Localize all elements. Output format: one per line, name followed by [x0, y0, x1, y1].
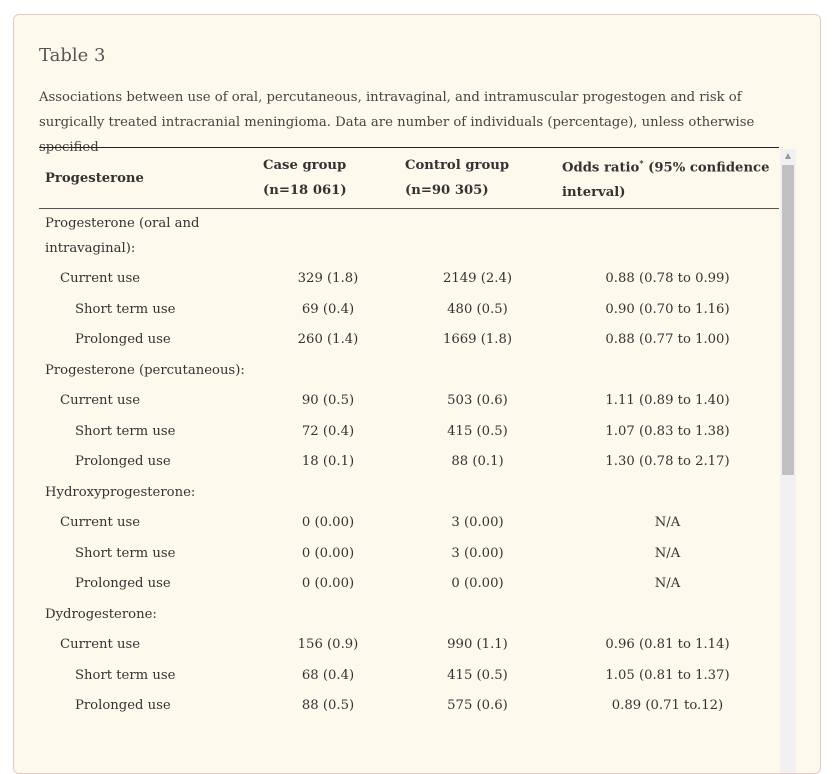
- header-odds-ratio-label: Odds ratio: [562, 160, 640, 176]
- case-value: 72 (0.4): [301, 423, 355, 439]
- data-table: [39, 147, 779, 722]
- case-value: 0 (0.00): [301, 576, 355, 592]
- case-value: 156 (0.9): [297, 637, 359, 653]
- odds-ratio-value: [556, 478, 779, 509]
- control-value: 2149 (2.4): [442, 271, 512, 287]
- row-label: Hydroxyprogesterone:: [45, 484, 196, 500]
- table-row: [39, 447, 779, 478]
- row-label: Current use: [60, 393, 141, 409]
- row-label: Prolonged use: [75, 576, 171, 592]
- row-label: Progesterone (percutaneous):: [45, 362, 245, 378]
- case-value: [257, 209, 399, 265]
- footnote-marker[interactable]: *: [639, 158, 644, 168]
- odds-ratio-value: N/A: [654, 576, 681, 592]
- odds-ratio-value: [556, 356, 779, 387]
- case-value: 69 (0.4): [301, 301, 355, 317]
- header-case-group: Case group (n=18 061): [257, 148, 399, 209]
- odds-ratio-value: [556, 600, 779, 631]
- table-row: [39, 539, 779, 570]
- odds-ratio-value: 1.30 (0.78 to 2.17): [605, 454, 730, 470]
- odds-ratio-value: 1.07 (0.83 to 1.38): [605, 423, 730, 439]
- table-row: [39, 356, 779, 387]
- table-row: [39, 569, 779, 600]
- header-odds-ratio: [556, 148, 779, 209]
- table-row: [39, 264, 779, 295]
- odds-ratio-value: 0.88 (0.77 to 1.00): [605, 332, 730, 348]
- table-panel: [13, 14, 821, 774]
- case-value: [257, 478, 399, 509]
- table-row: [39, 209, 779, 265]
- case-value: 0 (0.00): [301, 515, 355, 531]
- control-value: 415 (0.5): [447, 423, 508, 439]
- table-row: [39, 325, 779, 356]
- table-row: [39, 417, 779, 448]
- odds-ratio-value: 1.05 (0.81 to 1.37): [605, 667, 730, 683]
- control-value: 575 (0.6): [447, 698, 508, 714]
- control-value: [399, 209, 556, 265]
- control-value: 3 (0.00): [451, 515, 504, 531]
- row-label: Prolonged use: [75, 454, 171, 470]
- table-scroll-area[interactable]: [39, 147, 779, 774]
- row-label: Current use: [60, 637, 141, 653]
- row-label: Short term use: [75, 301, 176, 317]
- table-row: [39, 691, 779, 722]
- vertical-scrollbar[interactable]: [780, 149, 796, 774]
- case-value: 18 (0.1): [301, 454, 355, 470]
- case-value: 88 (0.5): [301, 698, 355, 714]
- case-value: [257, 600, 399, 631]
- row-label: Current use: [60, 515, 141, 531]
- control-value: 0 (0.00): [451, 576, 504, 592]
- row-label: Prolonged use: [75, 332, 171, 348]
- control-value: [399, 478, 556, 509]
- control-value: [399, 600, 556, 631]
- odds-ratio-value: 0.88 (0.78 to 0.99): [605, 271, 730, 287]
- case-value: 329 (1.8): [297, 271, 359, 287]
- control-value: 480 (0.5): [447, 301, 508, 317]
- row-label: Progesterone (oral and intravaginal):: [45, 216, 200, 256]
- row-label: Short term use: [75, 545, 176, 561]
- row-label: Dydrogesterone:: [45, 606, 157, 622]
- odds-ratio-value: 0.89 (0.71 to.12): [611, 698, 724, 714]
- control-value: [399, 356, 556, 387]
- case-value: [257, 356, 399, 387]
- table-row: [39, 600, 779, 631]
- scrollbar-thumb[interactable]: [782, 165, 794, 475]
- table-caption: Associations between use of oral, percutaneous, intravaginal, and intramuscular progestogen and risk of surgically treated intracranial meningioma. Data are number of individuals (percentage), unless otherwise specified: [39, 90, 755, 155]
- table-title: Table 3: [39, 45, 106, 66]
- header-progesterone: Progesterone: [39, 148, 257, 209]
- case-value: 68 (0.4): [301, 667, 355, 683]
- odds-ratio-value: N/A: [654, 545, 681, 561]
- table-row: [39, 295, 779, 326]
- row-label: Current use: [60, 271, 141, 287]
- row-label: Short term use: [75, 423, 176, 439]
- header-odds-ratio-ci: (95% confidence interval): [562, 160, 770, 201]
- odds-ratio-value: N/A: [654, 515, 681, 531]
- control-value: 503 (0.6): [447, 393, 508, 409]
- case-value: 260 (1.4): [297, 332, 359, 348]
- table-row: [39, 661, 779, 692]
- case-value: 0 (0.00): [301, 545, 355, 561]
- row-label: Prolonged use: [75, 698, 171, 714]
- odds-ratio-value: 0.96 (0.81 to 1.14): [605, 637, 730, 653]
- control-value: 990 (1.1): [447, 637, 508, 653]
- odds-ratio-value: 0.90 (0.70 to 1.16): [605, 301, 730, 317]
- header-control-group: Control group (n=90 305): [399, 148, 556, 209]
- control-value: 1669 (1.8): [442, 332, 512, 348]
- header-row: [39, 148, 779, 209]
- table-row: [39, 478, 779, 509]
- row-label: Short term use: [75, 667, 176, 683]
- control-value: 415 (0.5): [447, 667, 508, 683]
- control-value: 88 (0.1): [451, 454, 504, 470]
- table-row: [39, 386, 779, 417]
- control-value: 3 (0.00): [451, 545, 504, 561]
- table-row: [39, 630, 779, 661]
- table-row: [39, 508, 779, 539]
- odds-ratio-value: [556, 209, 779, 265]
- odds-ratio-value: 1.11 (0.89 to 1.40): [605, 393, 730, 409]
- case-value: 90 (0.5): [301, 393, 355, 409]
- scroll-up-arrow-icon[interactable]: ▲: [784, 151, 792, 160]
